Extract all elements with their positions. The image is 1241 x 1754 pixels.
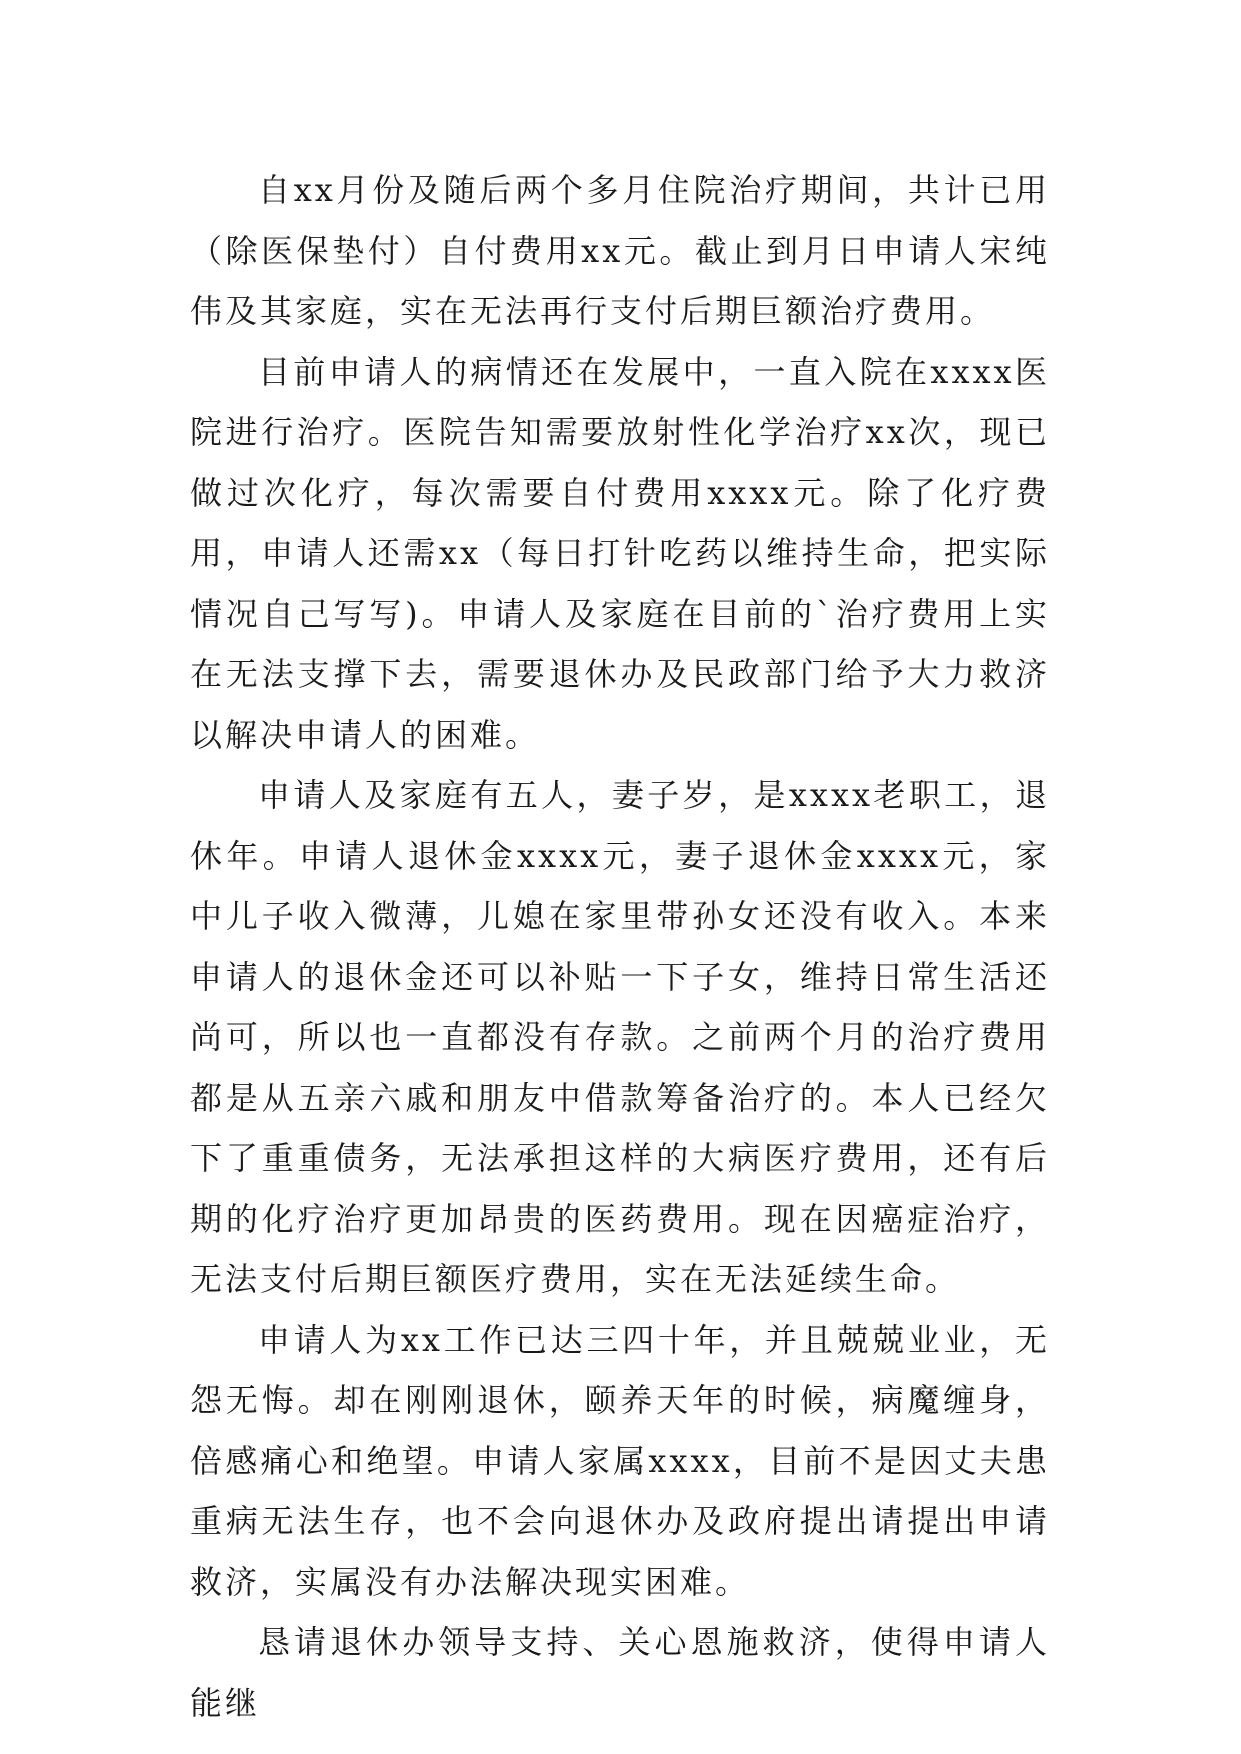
paragraph-medical-expenses: 自xx月份及随后两个多月住院治疗期间，共计已用（除医保垫付）自付费用xx元。截止到月日申请人宋纯伟及其家庭，实在无法再行支付后期巨额治疗费用。 — [190, 171, 1050, 330]
paragraph-family-situation: 申请人及家庭有五人，妻子岁，是xxxx老职工，退休年。申请人退休金xxxx元，妻子退休金xxxx元，家中儿子收入微薄，儿媳在家里带孙女还没有收入。本来申请人的退休金还可以补贴一下子女，维持日常生活还尚可，所以也一直都没有存款。之前两个月的治疗费用都是从五亲六戚和朋友中借款筹备治疗的。本人已经欠下了重重债务，无法承担这样的大病医疗费用，还有后期的化疗治疗更加昂贵的医药费用。现在因癌症治疗，无法支付后期巨额医疗费用，实在无法延续生命。 — [190, 776, 1050, 1298]
document-body — [190, 160, 1050, 1733]
paragraph-treatment-status: 目前申请人的病情还在发展中，一直入院在xxxx医院进行治疗。医院告知需要放射性化学治疗xx次，现已做过次化疗，每次需要自付费用xxxx元。除了化疗费用，申请人还需xx（每日打针吃药以维持生命，把实际情况自己写写)。申请人及家庭在目前的`治疗费用上实在无法支撑下去，需要退休办及民政部门给予大力救济以解决申请人的困难。 — [190, 352, 1050, 754]
paragraph-request: 恳请退休办领导支持、关心恩施救济，使得申请人能继 — [190, 1623, 1050, 1722]
paragraph-work-history: 申请人为xx工作已达三四十年，并且兢兢业业，无怨无悔。却在刚刚退休，颐养天年的时候，病魔缠身，倍感痛心和绝望。申请人家属xxxx，目前不是因丈夫患重病无法生存，也不会向退休办及政府提出请提出申请救济，实属没有办法解决现实困难。 — [190, 1320, 1050, 1601]
